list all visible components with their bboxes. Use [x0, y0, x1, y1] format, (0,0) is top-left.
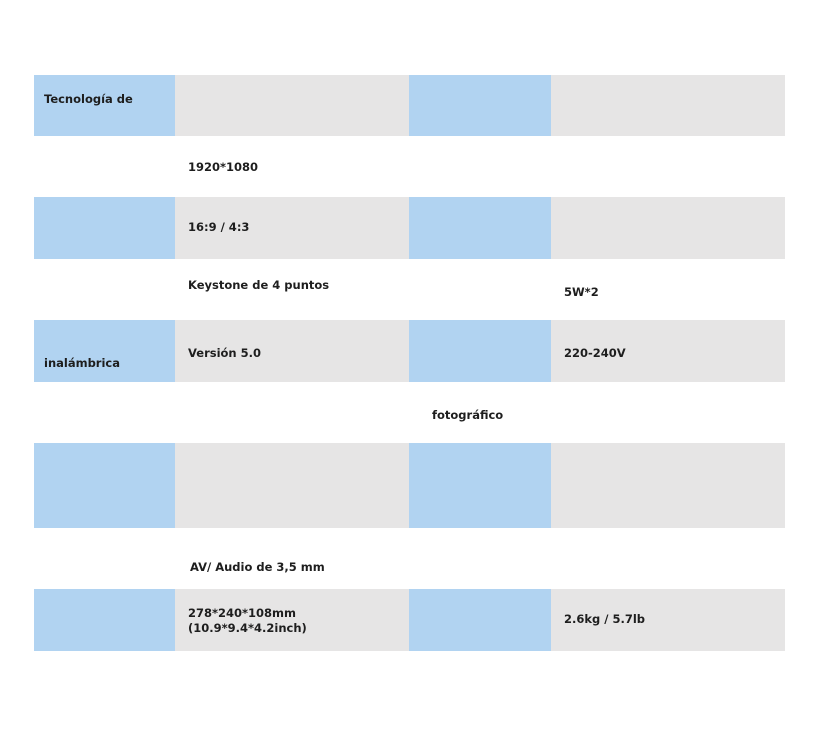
label-cell: [34, 320, 175, 382]
label-cell: [409, 197, 551, 259]
label-cell: [34, 197, 175, 259]
value-cell: [175, 589, 409, 651]
label-cell: [34, 589, 175, 651]
bluetooth-version-value: Versión 5.0: [188, 346, 261, 360]
tecnologia-label: Tecnología de: [44, 92, 133, 106]
value-cell: [551, 443, 785, 528]
label-cell: [409, 320, 551, 382]
aspect-ratio-value: 16:9 / 4:3: [188, 220, 250, 234]
speaker-value: 5W*2: [564, 285, 599, 299]
value-cell: [175, 443, 409, 528]
voltage-value: 220-240V: [564, 346, 626, 360]
label-cell: [34, 443, 175, 528]
keystone-value: Keystone de 4 puntos: [188, 278, 330, 292]
dimensions-inch-value: (10.9*9.4*4.2inch): [188, 621, 307, 635]
label-cell: [409, 75, 551, 136]
weight-value: 2.6kg / 5.7lb: [564, 612, 646, 626]
value-cell: [551, 75, 785, 136]
dimensions-mm-value: 278*240*108mm: [188, 606, 297, 620]
value-cell: [551, 197, 785, 259]
resolution-value: 1920*1080: [188, 160, 259, 174]
label-cell: [409, 443, 551, 528]
inalambrica-label: inalámbrica: [44, 356, 120, 370]
fotografico-label: fotográfico: [432, 408, 504, 422]
value-cell: [175, 75, 409, 136]
label-cell: [409, 589, 551, 651]
ports-value: AV/ Audio de 3,5 mm: [190, 560, 325, 574]
